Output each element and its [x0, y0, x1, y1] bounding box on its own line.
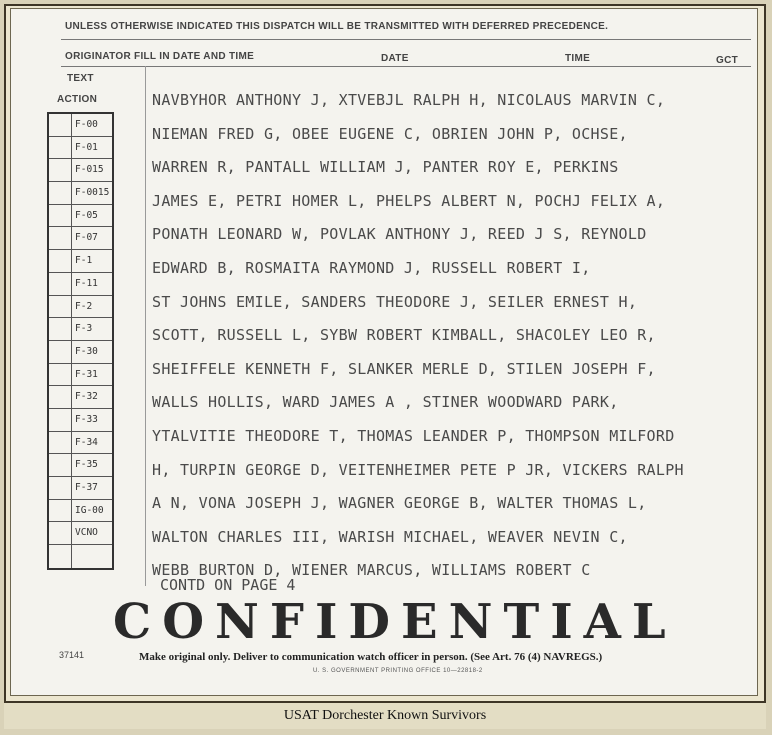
action-row	[49, 409, 112, 432]
action-code: F-3	[75, 323, 93, 335]
message-line: SCOTT, RUSSELL L, SYBW ROBERT KIMBALL, SHACOLEY LEO R,	[152, 326, 656, 345]
action-checkbox	[49, 500, 72, 522]
action-checkbox	[49, 341, 72, 363]
action-code: F-01	[75, 141, 98, 153]
action-checkbox	[49, 545, 72, 568]
action-row	[49, 114, 112, 137]
action-row	[49, 454, 112, 477]
message-line: PONATH LEONARD W, POVLAK ANTHONY J, REED J S, REYNOLD	[152, 225, 647, 244]
action-code: VCNO	[75, 527, 98, 539]
action-checkbox	[49, 137, 72, 159]
action-code: F-1	[75, 255, 93, 267]
action-row	[49, 182, 112, 205]
action-row	[49, 273, 112, 296]
message-line: H, TURPIN GEORGE D, VEITENHEIMER PETE P JR, VICKERS RALPH	[152, 460, 684, 479]
date-rule	[61, 66, 751, 67]
action-checkbox	[49, 432, 72, 454]
action-checkbox	[49, 454, 72, 476]
action-code: F-34	[75, 436, 98, 448]
message-line: A N, VONA JOSEPH J, WAGNER GEORGE B, WALTER THOMAS L,	[152, 494, 647, 513]
text-label: TEXT	[67, 73, 94, 84]
message-line: WEBB BURTON D, WIENER MARCUS, WILLIAMS ROBERT C	[152, 561, 591, 580]
action-code: IG-00	[75, 504, 104, 516]
message-line: SHEIFFELE KENNETH F, SLANKER MERLE D, STILEN JOSEPH F,	[152, 359, 656, 378]
message-line: YTALVITIE THEODORE T, THOMAS LEANDER P, THOMPSON MILFORD	[152, 426, 675, 445]
date-label: DATE	[381, 53, 409, 64]
delivery-instruction: Make original only. Deliver to communication watch officer in person. (See Art. 76 (4) NAVREGS.)	[139, 651, 603, 663]
action-checkbox	[49, 182, 72, 204]
action-checkbox	[49, 386, 72, 408]
action-checkbox	[49, 409, 72, 431]
printing-office-line: U. S. GOVERNMENT PRINTING OFFICE 10—22818-2	[313, 668, 483, 674]
action-checkbox	[49, 227, 72, 249]
action-checkbox	[49, 364, 72, 386]
message-line: WALTON CHARLES III, WARISH MICHAEL, WEAVER NEVIN C,	[152, 527, 628, 546]
classification-stamp: CONFIDENTIAL	[113, 594, 677, 650]
action-row	[49, 364, 112, 387]
action-code: F-0015	[75, 187, 110, 199]
precedence-note: UNLESS OTHERWISE INDICATED THIS DISPATCH WILL BE TRANSMITTED WITH DEFERRED PRECEDENCE.	[65, 21, 609, 32]
caption-bar	[4, 701, 766, 729]
action-checkbox	[49, 273, 72, 295]
message-line: ST JOHNS EMILE, SANDERS THEODORE J, SEILER ERNEST H,	[152, 292, 638, 311]
action-row	[49, 545, 112, 568]
action-checkbox	[49, 296, 72, 318]
action-row	[49, 205, 112, 228]
dispatch-document	[10, 8, 758, 696]
action-code	[72, 545, 112, 568]
action-code: F-32	[75, 391, 98, 403]
message-line: WARREN R, PANTALL WILLIAM J, PANTER ROY E, PERKINS	[152, 158, 619, 177]
action-code: F-05	[75, 209, 98, 221]
caption: USAT Dorchester Known Survivors	[283, 708, 487, 723]
action-checkbox	[49, 318, 72, 340]
action-checkbox	[49, 250, 72, 272]
action-row	[49, 386, 112, 409]
action-code: F-2	[75, 300, 93, 312]
message-line: NAVBYHOR ANTHONY J, XTVEBJL RALPH H, NICOLAUS MARVIN C,	[152, 91, 666, 109]
action-checkbox	[49, 522, 72, 544]
action-code: F-33	[75, 413, 98, 425]
action-row	[49, 477, 112, 500]
action-grid	[47, 112, 114, 570]
action-label: ACTION	[57, 94, 98, 105]
action-row	[49, 432, 112, 455]
action-row	[49, 522, 112, 545]
action-code: F-37	[75, 482, 98, 493]
message-text	[152, 91, 684, 595]
gct-label: GCT	[716, 55, 739, 66]
time-label: TIME	[565, 53, 591, 64]
action-checkbox	[49, 205, 72, 227]
action-row	[49, 159, 112, 182]
action-code: F-11	[75, 277, 98, 289]
message-line: EDWARD B, ROSMAITA RAYMOND J, RUSSELL ROBERT I,	[152, 258, 591, 277]
action-code: F-35	[75, 459, 98, 471]
action-checkbox	[49, 114, 72, 136]
action-row	[49, 250, 112, 273]
action-row	[49, 341, 112, 364]
action-code: F-00	[75, 119, 98, 130]
action-code: F-31	[75, 368, 98, 380]
message-line: NIEMAN FRED G, OBEE EUGENE C, OBRIEN JOHN P, OCHSE,	[152, 124, 628, 143]
margin-rule	[145, 66, 146, 586]
continuation-note: CONTD ON PAGE 4	[160, 576, 296, 594]
message-line: WALLS HOLLIS, WARD JAMES A , STINER WOODWARD PARK,	[152, 393, 619, 412]
originator-label: ORIGINATOR FILL IN DATE AND TIME	[65, 51, 255, 62]
action-checkbox	[49, 159, 72, 181]
action-row	[49, 318, 112, 341]
action-row	[49, 500, 112, 523]
header-rule	[61, 39, 751, 40]
action-row	[49, 137, 112, 160]
action-code: F-015	[75, 164, 104, 176]
message-line: JAMES E, PETRI HOMER L, PHELPS ALBERT N, POCHJ FELIX A,	[152, 191, 666, 210]
action-code: F-30	[75, 345, 98, 357]
action-code: F-07	[75, 232, 98, 244]
action-checkbox	[49, 477, 72, 499]
action-row	[49, 296, 112, 319]
action-row	[49, 227, 112, 250]
form-number: 37141	[59, 650, 85, 660]
